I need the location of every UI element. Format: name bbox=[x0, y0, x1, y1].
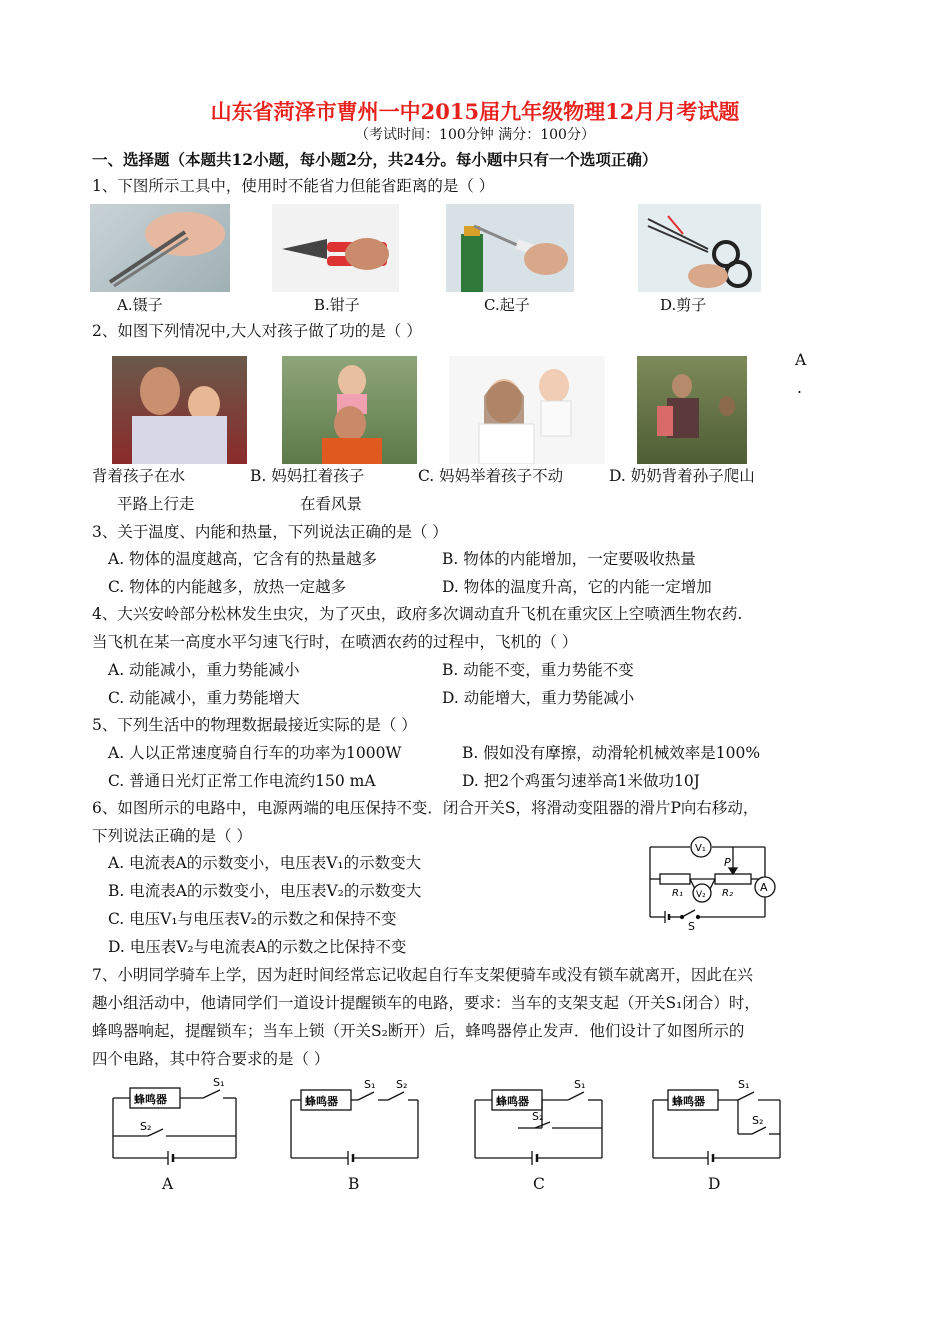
scissors-image bbox=[638, 204, 761, 292]
q4-option-b: B. 动能不变，重力势能不变 bbox=[442, 661, 634, 679]
q7-circuit-d bbox=[648, 1078, 788, 1170]
circuit-label-v2: V₂ bbox=[696, 890, 706, 900]
q5-stem: 5、下列生活中的物理数据最接近实际的是（ ） bbox=[92, 716, 417, 734]
page-title: 山东省菏泽市曹州一中2015届九年级物理12月月考试题 bbox=[210, 99, 740, 124]
q2-option-a-text-1: 背着孩子在水 bbox=[92, 467, 186, 485]
climb-mountain-image bbox=[637, 356, 747, 464]
q7-option-a: A bbox=[162, 1175, 174, 1193]
shoulder-child-image bbox=[282, 356, 417, 464]
q3-option-a: A. 物体的温度越高，它含有的热量越多 bbox=[108, 550, 378, 568]
q7-option-c: C bbox=[533, 1175, 545, 1193]
q7-circuit-a bbox=[108, 1078, 243, 1170]
buzzer-label-c: 蜂鸣器 bbox=[496, 1095, 529, 1108]
q3-option-b: B. 物体的内能增加，一定要吸收热量 bbox=[442, 550, 696, 568]
q2-stem: 2、如图下列情况中,大人对孩子做了功的是（ ） bbox=[92, 322, 422, 340]
q5-option-a: A. 人以正常速度骑自行车的功率为1000W bbox=[108, 744, 402, 762]
buzzer-label-d: 蜂鸣器 bbox=[672, 1095, 705, 1108]
q5-option-b: B. 假如没有摩擦，动滑轮机械效率是100% bbox=[462, 744, 761, 762]
circuit-label-r2: R₂ bbox=[722, 888, 733, 899]
q3-stem: 3、关于温度、内能和热量，下列说法正确的是（ ） bbox=[92, 523, 448, 541]
q2-option-a-dot: . bbox=[797, 379, 802, 397]
section-heading: 一、选择题（本题共12小题，每小题2分，共24分。每小题中只有一个选项正确） bbox=[92, 150, 658, 169]
exam-info: （考试时间：100分钟 满分：100分） bbox=[355, 127, 595, 143]
q7-circuit-c bbox=[470, 1078, 610, 1170]
q2-option-a-text-2: 平路上行走 bbox=[117, 495, 195, 513]
q6-option-a: A. 电流表A的示数变小，电压表V₁的示数变大 bbox=[108, 854, 422, 872]
q6-option-c: C. 电压V₁与电压表V₂的示数之和保持不变 bbox=[108, 910, 397, 928]
q4-stem-line-1: 4、大兴安岭部分松林发生虫灾，为了灭虫，政府多次调动直升飞机在重灾区上空喷洒生物农药. bbox=[92, 605, 743, 623]
q1-stem: 1、下图所示工具中，使用时不能省力但能省距离的是（ ） bbox=[92, 177, 495, 195]
q6-option-b: B. 电流表A的示数变小，电压表V₂的示数变大 bbox=[108, 882, 422, 900]
switch-s2-label-a: S₂ bbox=[140, 1120, 152, 1133]
switch-s1-label-b: S₁ bbox=[364, 1078, 376, 1091]
q6-circuit-diagram bbox=[640, 832, 790, 932]
switch-s1-label-c: S₁ bbox=[574, 1078, 586, 1091]
bottle-opener-image bbox=[446, 204, 574, 292]
q4-option-a: A. 动能减小，重力势能减小 bbox=[108, 661, 300, 679]
q7-circuit-b bbox=[286, 1078, 426, 1170]
switch-s2-label-b: S₂ bbox=[396, 1078, 408, 1091]
q1-option-b: B.钳子 bbox=[314, 296, 360, 314]
q5-option-c: C. 普通日光灯正常工作电流约150 mA bbox=[108, 772, 376, 790]
q6-stem-line-1: 6、如图所示的电路中，电源两端的电压保持不变．闭合开关S，将滑动变阻器的滑片P向右移动， bbox=[92, 799, 759, 817]
q7-stem-line-3: 蜂鸣器响起，提醒锁车；当车上锁（开关S₂断开）后，蜂鸣器停止发声．他们设计了如图所示的 bbox=[92, 1022, 745, 1040]
q1-option-c: C.起子 bbox=[484, 296, 530, 314]
q4-option-d: D. 动能增大，重力势能减小 bbox=[442, 689, 635, 707]
carry-child-walking-image bbox=[112, 356, 247, 464]
buzzer-label-b: 蜂鸣器 bbox=[305, 1095, 338, 1108]
q2-option-c-text: C. 妈妈举着孩子不动 bbox=[418, 467, 564, 485]
switch-s1-label-a: S₁ bbox=[213, 1078, 225, 1089]
circuit-label-v1: V₁ bbox=[695, 843, 706, 854]
q5-option-d: D. 把2个鸡蛋匀速举高1米做功10J bbox=[462, 772, 700, 790]
circuit-label-s: S bbox=[688, 920, 695, 932]
q6-option-d: D. 电压表V₂与电流表A的示数之比保持不变 bbox=[108, 938, 407, 956]
circuit-label-a: A bbox=[760, 881, 768, 894]
circuit-label-r1: R₁ bbox=[672, 888, 683, 899]
switch-s2-label-d: S₂ bbox=[752, 1114, 764, 1127]
q1-option-a: A.镊子 bbox=[117, 296, 163, 314]
q2-option-d-text: D. 奶奶背着孙子爬山 bbox=[609, 467, 755, 485]
q7-option-d: D bbox=[708, 1175, 721, 1193]
switch-s1-label-d: S₁ bbox=[738, 1078, 750, 1091]
q7-stem-line-1: 7、小明同学骑车上学，因为赶时间经常忘记收起自行车支架便骑车或没有锁车就离开，因此在兴 bbox=[92, 966, 753, 984]
hold-child-image bbox=[449, 356, 605, 464]
tweezers-image bbox=[90, 204, 230, 292]
q7-stem-line-2: 趣小组活动中，他请同学们一道设计提醒锁车的电路，要求：当车的支架支起（开关S₁闭合）时， bbox=[92, 994, 760, 1012]
q2-option-b-text-2: 在看风景 bbox=[300, 495, 363, 513]
q6-stem-line-2: 下列说法正确的是（ ） bbox=[92, 827, 252, 845]
q3-option-c: C. 物体的内能越多，放热一定越多 bbox=[108, 578, 347, 596]
q2-option-b-text-1: B. 妈妈扛着孩子 bbox=[250, 467, 365, 485]
q4-option-c: C. 动能减小，重力势能增大 bbox=[108, 689, 300, 707]
buzzer-label-a: 蜂鸣器 bbox=[134, 1093, 167, 1106]
q7-stem-line-4: 四个电路，其中符合要求的是（ ） bbox=[92, 1050, 330, 1068]
q4-stem-line-2: 当飞机在某一高度水平匀速飞行时，在喷洒农药的过程中，飞机的（ ） bbox=[92, 633, 578, 651]
circuit-label-p: P bbox=[724, 856, 731, 869]
q3-option-d: D. 物体的温度升高，它的内能一定增加 bbox=[442, 578, 712, 596]
q1-option-d: D.剪子 bbox=[660, 296, 707, 314]
pliers-image bbox=[272, 204, 399, 292]
q2-option-a-mark: A bbox=[795, 351, 807, 369]
q7-option-b: B bbox=[348, 1175, 360, 1193]
switch-s2-label-c: S₂ bbox=[532, 1110, 544, 1123]
